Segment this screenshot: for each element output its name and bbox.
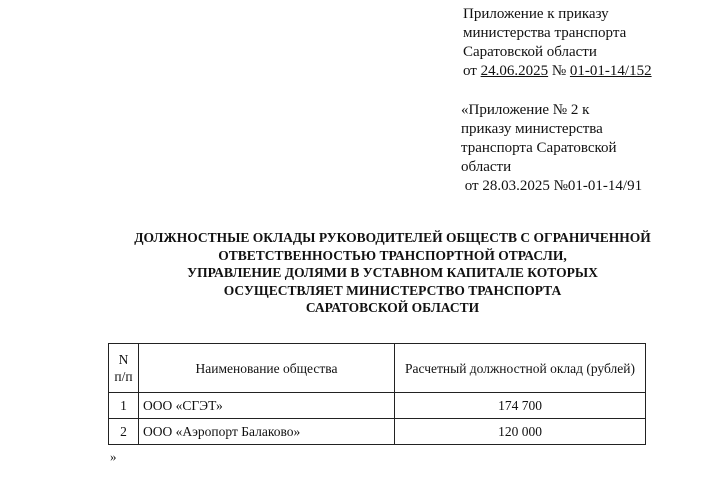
original-appendix-line-1: «Приложение № 2 к [461,102,590,118]
title-line-5: САРАТОВСКОЙ ОБЛАСТИ [305,300,480,315]
title-line-1: ДОЛЖНОСТНЫЕ ОКЛАДЫ РУКОВОДИТЕЛЕЙ ОБЩЕСТВ С ОГРАНИЧЕННОЙ [134,230,651,245]
title-line-4: ОСУЩЕСТВЛЯЕТ МИНИСТЕРСТВО ТРАНСПОРТА [223,282,562,298]
document-title [80,229,705,317]
row-company-name: ООО «Аэропорт Балаково» [139,419,395,445]
appendix-line-3: Саратовской области [463,44,597,60]
table-header-row [109,344,646,393]
row-salary: 120 000 [395,419,646,445]
header-num-line-2: п/п [114,369,133,384]
row-num: 2 [109,419,139,445]
closing-quote-mark: » [110,449,117,464]
salary-table [108,343,646,445]
header-num-line-1: N [118,352,129,367]
appendix-prefix: от [463,63,481,79]
original-appendix-line-3: транспорта Саратовской [461,140,617,156]
appendix-num-sign: № [548,63,570,79]
row-salary: 174 700 [395,393,646,419]
original-appendix-header [461,101,642,196]
header-name: Наименование общества [139,344,395,393]
table-row [109,393,646,419]
appendix-line-2: министерства транспорта [463,25,627,41]
row-num: 1 [109,393,139,419]
original-appendix-line-2: приказу министерства [461,121,603,137]
appendix-header [463,5,652,81]
header-num [109,344,139,393]
original-appendix-line-4: области [461,159,512,175]
table-row [109,419,646,445]
row-company-name: ООО «СГЭТ» [139,393,395,419]
appendix-date: 24.06.2025 [480,63,549,79]
appendix-date-line [463,62,652,81]
appendix-number: 01-01-14/152 [569,63,652,79]
header-salary: Расчетный должностной оклад (рублей) [395,344,646,393]
appendix-line-1: Приложение к приказу [463,6,609,22]
title-line-2: ОТВЕТСТВЕННОСТЬЮ ТРАНСПОРТНОЙ ОТРАСЛИ, [218,247,567,263]
title-line-3: УПРАВЛЕНИЕ ДОЛЯМИ В УСТАВНОМ КАПИТАЛЕ КОТОРЫХ [187,265,598,280]
original-appendix-line-5: от 28.03.2025 №01-01-14/91 [461,178,643,194]
